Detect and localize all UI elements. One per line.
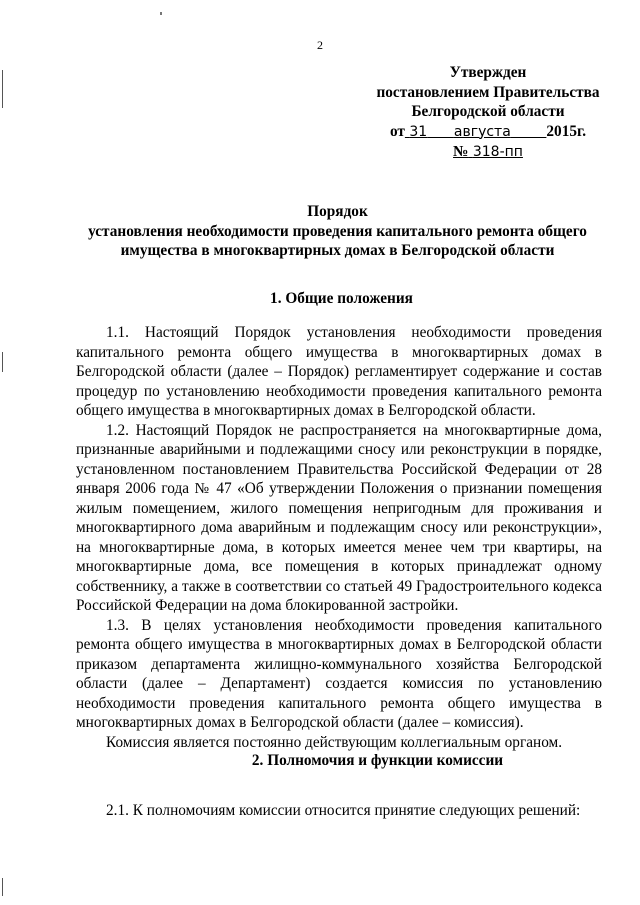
section-1-heading: 1. Общие положения xyxy=(270,290,413,307)
approval-block xyxy=(358,63,618,163)
approval-line-decree: постановлением Правительства xyxy=(376,83,600,101)
approval-line-approved: Утвержден xyxy=(449,64,527,81)
paragraph-1-1: 1.1. Настоящий Порядок установления необходимости проведения капитального ремонта общего имущества в многоквартирных домах в Белгородской области (далее – Порядок) регламентирует содержание и состав процедур по установлению необходимости проведения капитального ремонта общего имущества в многоквартирных домах в Белгородской области. xyxy=(76,324,602,419)
page-number: 2 xyxy=(317,38,323,52)
number-prefix: № xyxy=(453,143,469,160)
scan-speck xyxy=(160,12,162,15)
approval-number xyxy=(358,142,618,163)
paragraph-1-3: 1.3. В целях установления необходимости проведения капитального ремонта общего имущества в многоквартирных домах в Белгородской области приказом департамента жилищно-коммунального хозяйства Белгородской области (далее – Департамент) создается комиссия по установлению необходимости проведения капитального ремонта общего имущества в многоквартирных домах в Белгородской области (далее – комиссия). xyxy=(76,616,602,731)
title-line-2: установления необходимости проведения капитального ремонта общего xyxy=(88,222,587,240)
title-line-1: Порядок xyxy=(307,203,368,220)
date-prefix: от xyxy=(389,122,405,140)
scan-edge-mark xyxy=(2,878,3,896)
section-1-body xyxy=(76,323,602,752)
paragraph-commission-status: Комиссия является постоянно действующим коллегиальным органом. xyxy=(106,733,563,751)
date-month: августа xyxy=(453,123,511,140)
paragraph-2-1: 2.1. К полномочиям комиссии относится принятие следующих решений: xyxy=(106,802,581,819)
scan-edge-mark xyxy=(2,70,3,108)
section-2-body xyxy=(76,801,602,821)
title-line-3: имущества в многоквартирных домах в Белгородской области xyxy=(120,242,555,259)
scan-edge-mark xyxy=(2,352,3,372)
date-year: 2015г. xyxy=(546,122,587,140)
number-value: 318-пп xyxy=(472,144,523,160)
date-day: 31 xyxy=(409,123,428,140)
paragraph-1-2: 1.2. Настоящий Порядок не распространяется на многоквартирные дома, признанные аварийными и подлежащими сносу или реконструкции в порядке, установленном постановлением Правительства Российской Федерации от 28 января 2006 года № 47 «Об утверждении Положения о признании помещения жилым помещением, жилого помещения непригодным для проживания и многоквартирного дома аварийным и подлежащим сносу или реконструкции», на многоквартирные дома, в которых имеется менее чем три квартиры, на многоквартирные дома, все помещения в которых принадлежат одному собственнику, а также в соответствии со статьей 49 Градостроительного кодекса Российской Федерации на дома блокированной застройки. xyxy=(76,421,602,614)
section-2-heading: 2. Полномочия и функции комиссии xyxy=(251,752,504,769)
approval-date xyxy=(358,122,618,143)
approval-line-region: Белгородской области xyxy=(411,103,565,120)
document-title xyxy=(60,202,615,261)
